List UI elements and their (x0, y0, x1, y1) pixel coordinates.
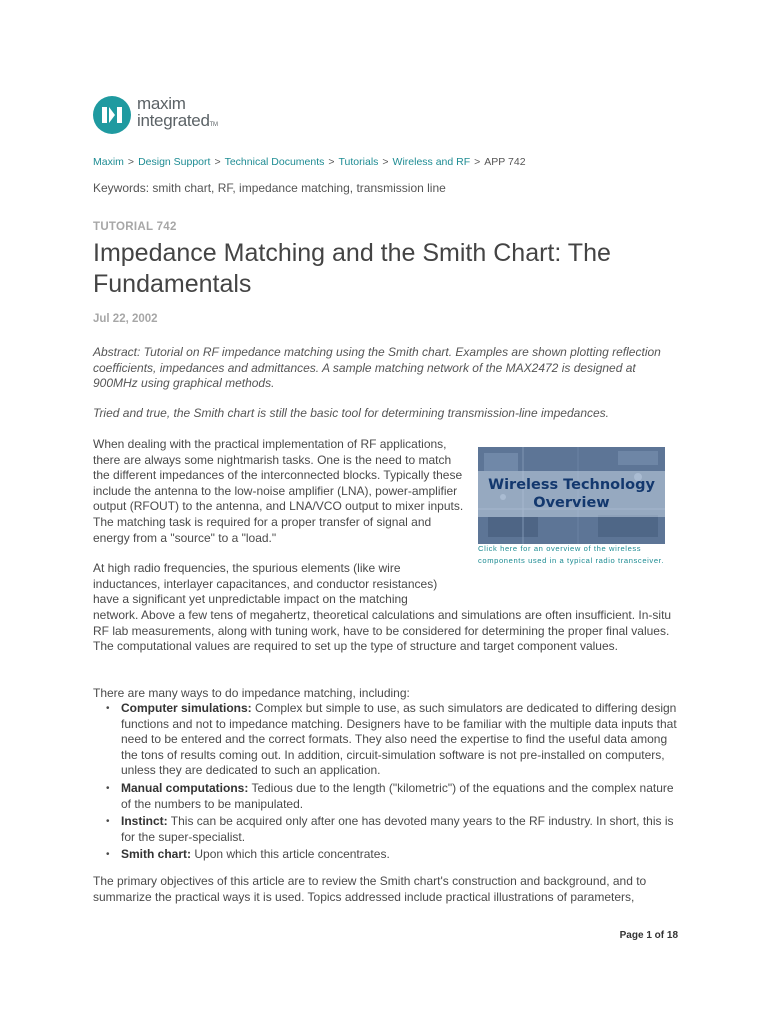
list-item (93, 781, 678, 812)
publish-date: Jul 22, 2002 (93, 313, 158, 325)
list-item-term: Instinct: (121, 814, 168, 829)
abstract: Abstract: Tutorial on RF impedance matching using the Smith chart. Examples are shown plotting reflection coefficients, impedances and admittances. A sample matching network of the MAX2472 is designed at 900MHz using graphical methods. (93, 345, 661, 390)
breadcrumb-separator: > (127, 156, 135, 168)
list-item (93, 814, 678, 845)
bullet-icon: • (106, 816, 110, 828)
wireless-overview-banner[interactable] (478, 447, 665, 544)
banner-line1: Wireless Technology (488, 477, 655, 493)
breadcrumb-separator: > (214, 156, 221, 168)
page-title: Impedance Matching and the Smith Chart: The Fundamentals (93, 239, 611, 298)
matching-methods-list (93, 701, 678, 865)
list-item-term: Computer simulations: (121, 701, 252, 715)
banner-line2: Overview (533, 495, 610, 511)
breadcrumb-current: APP 742 (484, 156, 526, 168)
paragraph-high-freq-b: network. Above a few tens of megahertz, theoretical calculations and simulations are often insufficient. In-situ RF lab measurements, along with tuning work, have to be considered for determining the proper final values. The computational values are required to set up the type of structure and target component values. (93, 608, 672, 654)
list-item-text: Complex but simple to use, as such simulators are dedicated to differing design functions and not to impedance matching. Designers have to be familiar with the multiple data inputs that need to be entered and the correct formats. They also need the expertise to find the useful data among the tons of results coming out. In addition, circuit-simulation software is not pre-installed on computers, unless they are dedicated to such an application. (121, 701, 677, 778)
list-item-text: Tedious due to the length ("kilometric") of the equations and the complex nature of the numbers to be manipulated. (121, 780, 674, 811)
maxim-logo-icon (93, 96, 131, 134)
bullet-icon: • (106, 782, 110, 794)
paragraph-ways: There are many ways to do impedance matching, including: (93, 686, 410, 700)
list-item-text: Upon which this article concentrates. (191, 847, 390, 862)
maxim-logo[interactable] (93, 95, 218, 134)
breadcrumb-link-maxim[interactable]: Maxim (93, 156, 124, 168)
bullet-icon: • (106, 703, 110, 714)
logo-line2: integrated (137, 111, 210, 130)
banner-caption-link[interactable]: Click here for an overview of the wireless components used in a typical radio transceiver. (478, 544, 665, 565)
breadcrumb-separator: > (328, 156, 335, 168)
breadcrumb-separator: > (474, 156, 481, 168)
bullet-icon: • (106, 849, 110, 861)
page-indicator: Page 1 of 18 (619, 930, 678, 941)
tutorial-label: TUTORIAL 742 (93, 221, 177, 233)
list-item-term: Manual computations: (121, 780, 249, 795)
banner-text (478, 476, 665, 512)
logo-tm: TM (209, 122, 218, 128)
breadcrumb-link-wireless-rf[interactable]: Wireless and RF (392, 156, 471, 168)
keywords: Keywords: smith chart, RF, impedance matching, transmission line (93, 181, 446, 195)
list-item (93, 701, 678, 779)
tagline: Tried and true, the Smith chart is still the basic tool for determining transmission-line impedances. (93, 406, 610, 420)
logo-line1: maxim (137, 94, 186, 113)
list-item-term: Smith chart: (121, 847, 192, 862)
list-item-text: This can be acquired only after one has devoted many years to the RF industry. In short, this is for the super-specialist. (121, 814, 674, 844)
breadcrumb (93, 156, 526, 168)
breadcrumb-link-technical-documents[interactable]: Technical Documents (224, 156, 325, 168)
breadcrumb-link-design-support[interactable]: Design Support (138, 156, 211, 168)
list-item (93, 847, 678, 863)
paragraph-intro: When dealing with the practical implementation of RF applications, there are always some nightmarish tasks. One is the need to match the different impedances of the interconnected blocks. Typically these include the antenna to the low-noise amplifier (LNA), power-amplifier output (RFOUT) to the antenna, and LNA/VCO output to mixer inputs. The matching task is required for a proper transfer of signal and energy from a "source" to a "load." (93, 437, 464, 545)
paragraph-high-freq-a: At high radio frequencies, the spurious elements (like wire inductances, interlayer capacitances, and conductor resistances) have a significant yet unpredictable impact on the matching (93, 561, 438, 607)
logo-wordmark (137, 95, 218, 134)
breadcrumb-separator: > (382, 156, 389, 168)
breadcrumb-link-tutorials[interactable]: Tutorials (338, 156, 379, 168)
paragraph-objectives: The primary objectives of this article are to review the Smith chart's construction and background, and to summarize the practical ways it is used. Topics addressed include practical illustrations of parameters, (93, 874, 647, 904)
